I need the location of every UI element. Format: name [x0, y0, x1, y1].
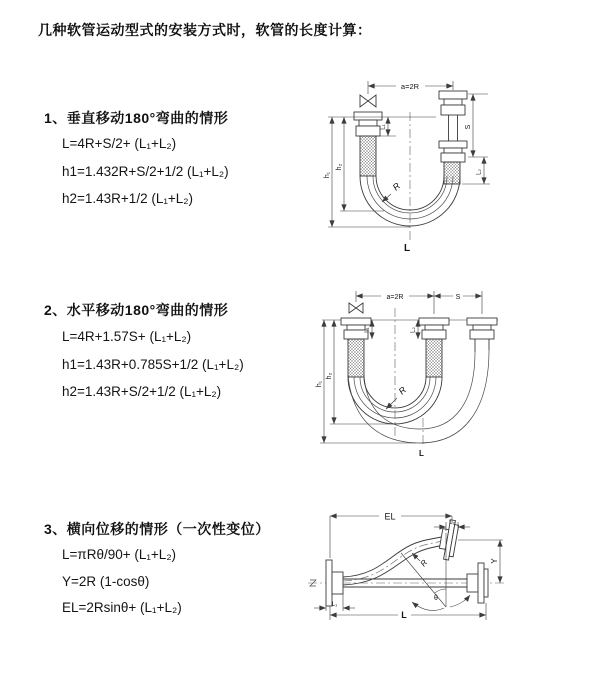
- dim-l2: [411, 320, 419, 339]
- dim-label-s: S: [455, 294, 461, 301]
- page-title: 几种软管运动型式的安装方式时，软管的长度计算：: [38, 22, 372, 38]
- hose-moved-position: [348, 350, 489, 443]
- dim-label-l1: L₁: [380, 124, 387, 130]
- dim-label-l1: L₁: [364, 327, 371, 333]
- left-flange-fitting: [354, 112, 382, 176]
- section-3-formula-l: L=πRθ/90+ (L₁+L₂): [62, 547, 177, 562]
- section-2-formula-h2: h2=1.43R+S/2+1/2 (L₁+L₂): [62, 384, 222, 399]
- dim-label-a2r: a=2R: [400, 82, 420, 91]
- dim-label-r: R: [418, 558, 430, 569]
- dim-l2: [462, 157, 490, 184]
- section-2-heading: 2、水平移动180°弯曲的情形: [44, 302, 229, 318]
- dim-el: [330, 510, 452, 558]
- dim-label-l: L: [401, 610, 407, 620]
- center-line: [395, 308, 423, 446]
- dim-label-l2: L₂: [476, 169, 483, 175]
- section-1-formula-l: L=4R+S/2+ (L₁+L₂): [62, 136, 177, 151]
- diagram-vertical-180-bend: [310, 70, 590, 260]
- dim-label-l: L: [419, 449, 424, 458]
- dim-label-r: R: [396, 384, 409, 397]
- section-3-heading: 3、横向位移的情形（一次性变位）: [44, 521, 270, 537]
- hose-s-curve: [343, 537, 446, 586]
- dim-label-h1: h₁: [316, 380, 323, 388]
- dim-label-h2: h₂: [336, 163, 343, 171]
- section-1-formula-h2: h2=1.43R+1/2 (L₁+L₂): [62, 191, 194, 206]
- section-3-formula-y: Y=2R (1-cosθ): [62, 574, 150, 589]
- right-lower-flange-fitting: [439, 141, 467, 184]
- section-2-formula-h1: h1=1.43R+0.785S+1/2 (L₁+L₂): [62, 357, 244, 372]
- right-flange-fitting: [467, 318, 497, 352]
- dim-label-l2: L₂: [449, 520, 455, 526]
- diagram-horizontal-180-bend: [310, 280, 590, 470]
- dim-s: [465, 94, 488, 157]
- dim-label-theta: θ: [434, 595, 438, 602]
- radius-callout: [386, 384, 409, 409]
- dim-label-r: R: [390, 180, 403, 193]
- section-3-formula-el: EL=2Rsinθ+ (L₁+L₂): [62, 600, 182, 615]
- middle-flange-fitting: [419, 318, 449, 377]
- dim-label-h1: h₁: [324, 171, 331, 179]
- right-upper-flange-fitting: [439, 91, 467, 141]
- diagram-lateral-displacement: [300, 503, 600, 643]
- valve-icon: [360, 95, 376, 107]
- section-1-formula-h1: h1=1.432R+S/2+1/2 (L₁+L₂): [62, 164, 229, 179]
- left-flange-fitting: [326, 560, 343, 606]
- right-lower-flange-fitting: [467, 563, 488, 603]
- section-1-heading: 1、垂直移动180°弯曲的情形: [44, 110, 229, 126]
- left-flange-fitting: [341, 318, 371, 377]
- dim-label-l2: L₂: [410, 327, 417, 333]
- dim-s: [434, 290, 482, 314]
- radius-callout: [412, 553, 429, 568]
- valve-icon: [349, 303, 363, 313]
- dim-label-l: L: [404, 243, 411, 254]
- dim-label-el: EL: [384, 511, 396, 522]
- dim-label-h2: h₂: [326, 372, 333, 380]
- dim-label-y: Y: [490, 558, 499, 564]
- section-2-formula-l: L=4R+1.57S+ (L₁+L₂): [62, 329, 192, 344]
- dim-label-l1: L₁: [331, 602, 338, 608]
- dim-label-s: S: [465, 124, 472, 130]
- dim-label-a2r: a=2R: [386, 294, 404, 301]
- dim-l1: [314, 594, 355, 611]
- dim-l: [330, 603, 486, 620]
